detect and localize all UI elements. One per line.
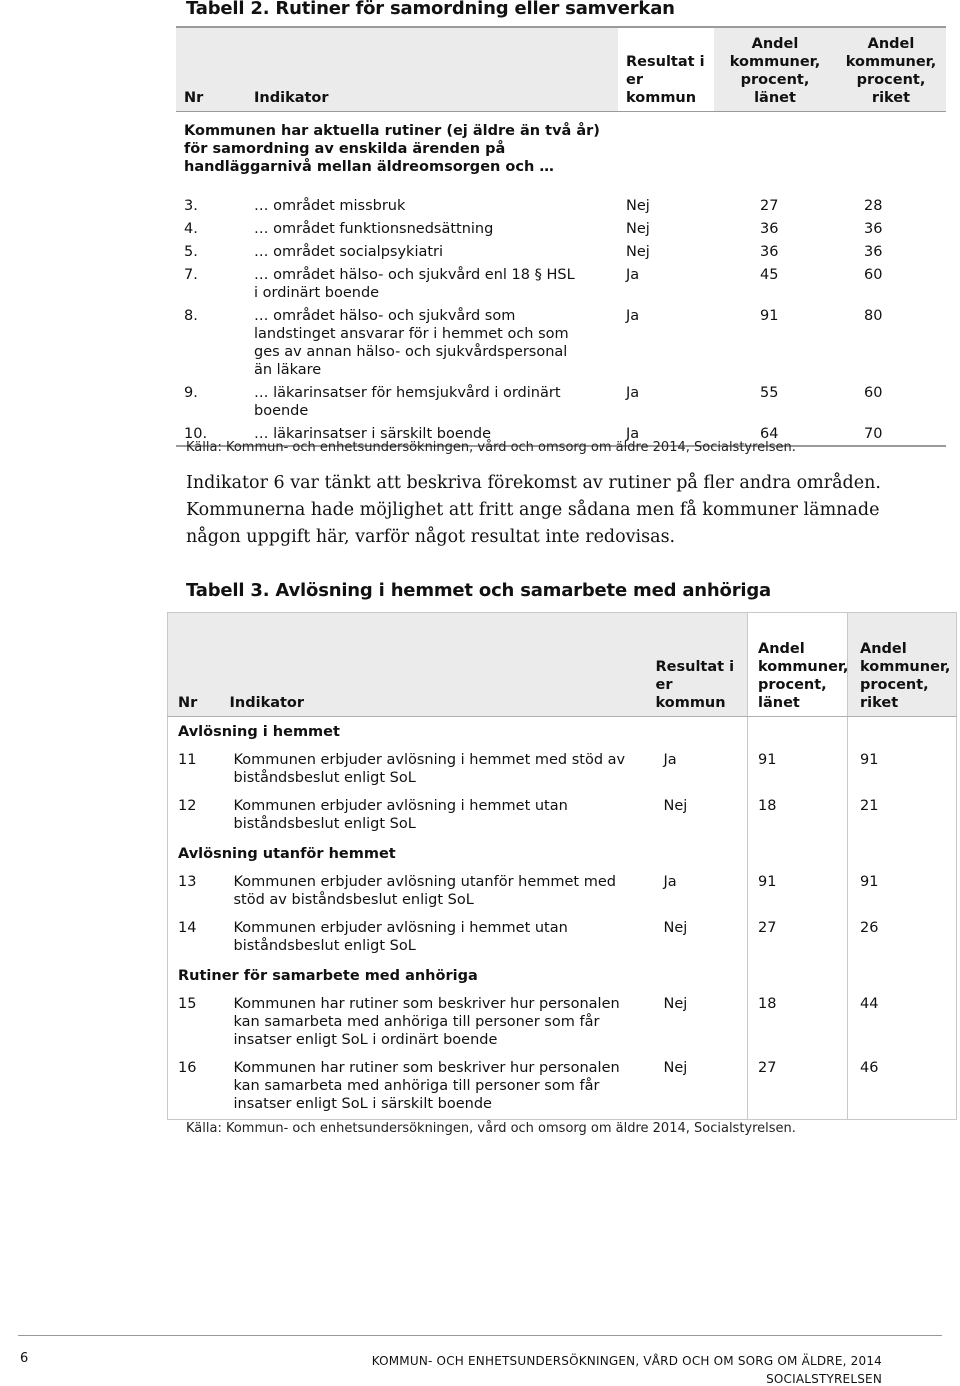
footer-divider (18, 1335, 942, 1336)
row-result: Nej (663, 920, 688, 936)
header-result: Resultat i er kommun (618, 27, 714, 111)
table-row (176, 304, 946, 381)
row-result: Nej (663, 1060, 688, 1076)
row-indicator: Kommunen erbjuder avlösning i hemmet utan biståndsbeslut enligt SoL (233, 920, 568, 954)
body-paragraph: Indikator 6 var tänkt att beskriva förekomst av rutiner på fler andra områden. Kommunerna hade möjlighet att fritt ange sådana men få kommuner lämnade någon uppgift här, varför något resultat inte redovisas. (186, 473, 881, 547)
row-country: 26 (860, 920, 879, 936)
row-country: 91 (860, 874, 879, 890)
section-row (168, 839, 957, 869)
footer-text (372, 1352, 882, 1386)
row-country: 28 (864, 197, 883, 214)
row-nr: 13 (178, 874, 197, 890)
section-label: Kommunen har aktuella rutiner (ej äldre än två år) för samordning av enskilda ärenden på handläggarnivå mellan äldreomsorgen och … (184, 122, 600, 175)
table-row (168, 869, 957, 915)
section-label: Avlösning utanför hemmet (178, 846, 396, 862)
row-nr: 8. (184, 307, 198, 324)
table-row (176, 194, 946, 217)
row-country: 21 (860, 798, 879, 814)
row-indicator: … området socialpsykiatri (254, 243, 444, 260)
table3-header-row (168, 613, 957, 717)
row-county: 27 (760, 197, 779, 214)
row-indicator: … området missbruk (254, 197, 406, 214)
row-county: 91 (748, 747, 848, 793)
section-row (168, 717, 957, 748)
row-country: 44 (860, 996, 879, 1012)
header-result: Resultat i er kommun (652, 613, 748, 717)
row-country: 80 (864, 307, 883, 324)
table2-body (176, 194, 946, 446)
row-country: 36 (864, 220, 883, 237)
row-nr: 3. (184, 197, 198, 214)
header-county: Andel kommuner, procent, länet (748, 613, 848, 717)
row-indicator: … området hälso- och sjukvård som landstinget ansvarar för i hemmet och som ges av annan hälso- och sjukvårdspersonal än läkare (254, 307, 569, 378)
row-country: 46 (860, 1060, 879, 1076)
row-result: Ja (626, 384, 640, 401)
row-county: 45 (760, 266, 779, 283)
row-nr: 7. (184, 266, 198, 283)
row-result: Nej (626, 220, 650, 237)
row-result: Ja (626, 307, 640, 324)
row-county: 55 (760, 384, 779, 401)
row-county: 27 (748, 1055, 848, 1120)
row-country: 91 (860, 752, 879, 768)
table-row (168, 793, 957, 839)
footer-line-2: SOCIALSTYRELSEN (766, 1372, 882, 1386)
table3-body (168, 717, 957, 1120)
table2-header-row (176, 27, 946, 111)
row-county: 18 (748, 793, 848, 839)
row-county: 18 (748, 991, 848, 1055)
table-row (176, 217, 946, 240)
row-indicator: Kommunen har rutiner som beskriver hur personalen kan samarbeta med anhöriga till personer som får insatser enligt SoL i särskilt boende (233, 1060, 620, 1112)
section-label: Rutiner för samarbete med anhöriga (178, 968, 478, 984)
table-row (176, 240, 946, 263)
row-county: 36 (760, 220, 779, 237)
row-nr: 9. (184, 384, 198, 401)
row-nr: 16 (178, 1060, 197, 1076)
row-result: Nej (626, 243, 650, 260)
section-row (168, 961, 957, 991)
table2-section-row (176, 111, 946, 194)
row-result: Nej (663, 798, 688, 814)
row-nr: 12 (178, 798, 197, 814)
table2-source: Källa: Kommun- och enhetsundersökningen, vård och omsorg om äldre 2014, Socialstyrelsen. (186, 440, 796, 455)
row-indicator: Kommunen erbjuder avlösning i hemmet med stöd av biståndsbeslut enligt SoL (233, 752, 626, 786)
row-country: 60 (864, 266, 883, 283)
row-result: Nej (626, 197, 650, 214)
table-row (176, 263, 946, 304)
table-row (168, 747, 957, 793)
row-nr: 10. (184, 425, 208, 442)
table3 (167, 612, 957, 1120)
header-indicator: Indikator (250, 27, 618, 111)
footer-line-1: KOMMUN- OCH ENHETSUNDERSÖKNINGEN, VÅRD OCH OM SORG OM ÄLDRE, 2014 (371, 1354, 882, 1368)
table3-title: Tabell 3. Avlösning i hemmet och samarbete med anhöriga (186, 580, 771, 601)
table2 (176, 26, 946, 447)
header-county: Andel kommuner, procent, länet (714, 27, 836, 111)
row-nr: 4. (184, 220, 198, 237)
section-label: Avlösning i hemmet (178, 724, 340, 740)
header-country: Andel kommuner, procent, riket (836, 27, 946, 111)
row-nr: 5. (184, 243, 198, 260)
row-indicator: … området funktionsnedsättning (254, 220, 494, 237)
row-result: Ja (626, 425, 640, 442)
row-indicator: … området hälso- och sjukvård enl 18 § HSL i ordinärt boende (254, 266, 575, 301)
row-result: Ja (663, 752, 677, 768)
header-country: Andel kommuner, procent, riket (848, 613, 957, 717)
row-county: 27 (748, 915, 848, 961)
row-county: 91 (760, 307, 779, 324)
row-result: Ja (626, 266, 640, 283)
row-county: 91 (748, 869, 848, 915)
row-indicator: … läkarinsatser i särskilt boende (254, 425, 492, 442)
table3-source: Källa: Kommun- och enhetsundersökningen, vård och omsorg om äldre 2014, Socialstyrelsen. (186, 1121, 796, 1136)
row-nr: 11 (178, 752, 197, 768)
page-number: 6 (20, 1351, 29, 1366)
row-county: 64 (760, 425, 779, 442)
header-indicator: Indikator (226, 613, 652, 717)
row-indicator: Kommunen erbjuder avlösning utanför hemmet med stöd av biståndsbeslut enligt SoL (233, 874, 616, 908)
header-nr: Nr (168, 613, 226, 717)
row-county: 36 (760, 243, 779, 260)
row-country: 36 (864, 243, 883, 260)
row-result: Nej (663, 996, 688, 1012)
row-indicator: Kommunen har rutiner som beskriver hur personalen kan samarbeta med anhöriga till personer som får insatser enligt SoL i ordinärt boende (233, 996, 620, 1048)
row-nr: 14 (178, 920, 197, 936)
table-row (168, 991, 957, 1055)
row-result: Ja (663, 874, 677, 890)
row-country: 60 (864, 384, 883, 401)
row-country: 70 (864, 425, 883, 442)
row-indicator: … läkarinsatser för hemsjukvård i ordinärt boende (254, 384, 561, 419)
table-row (168, 915, 957, 961)
header-nr: Nr (176, 27, 250, 111)
row-nr: 15 (178, 996, 197, 1012)
table-row (168, 1055, 957, 1120)
table2-title: Tabell 2. Rutiner för samordning eller samverkan (186, 0, 675, 19)
table-row (176, 381, 946, 422)
row-indicator: Kommunen erbjuder avlösning i hemmet utan biståndsbeslut enligt SoL (233, 798, 568, 832)
